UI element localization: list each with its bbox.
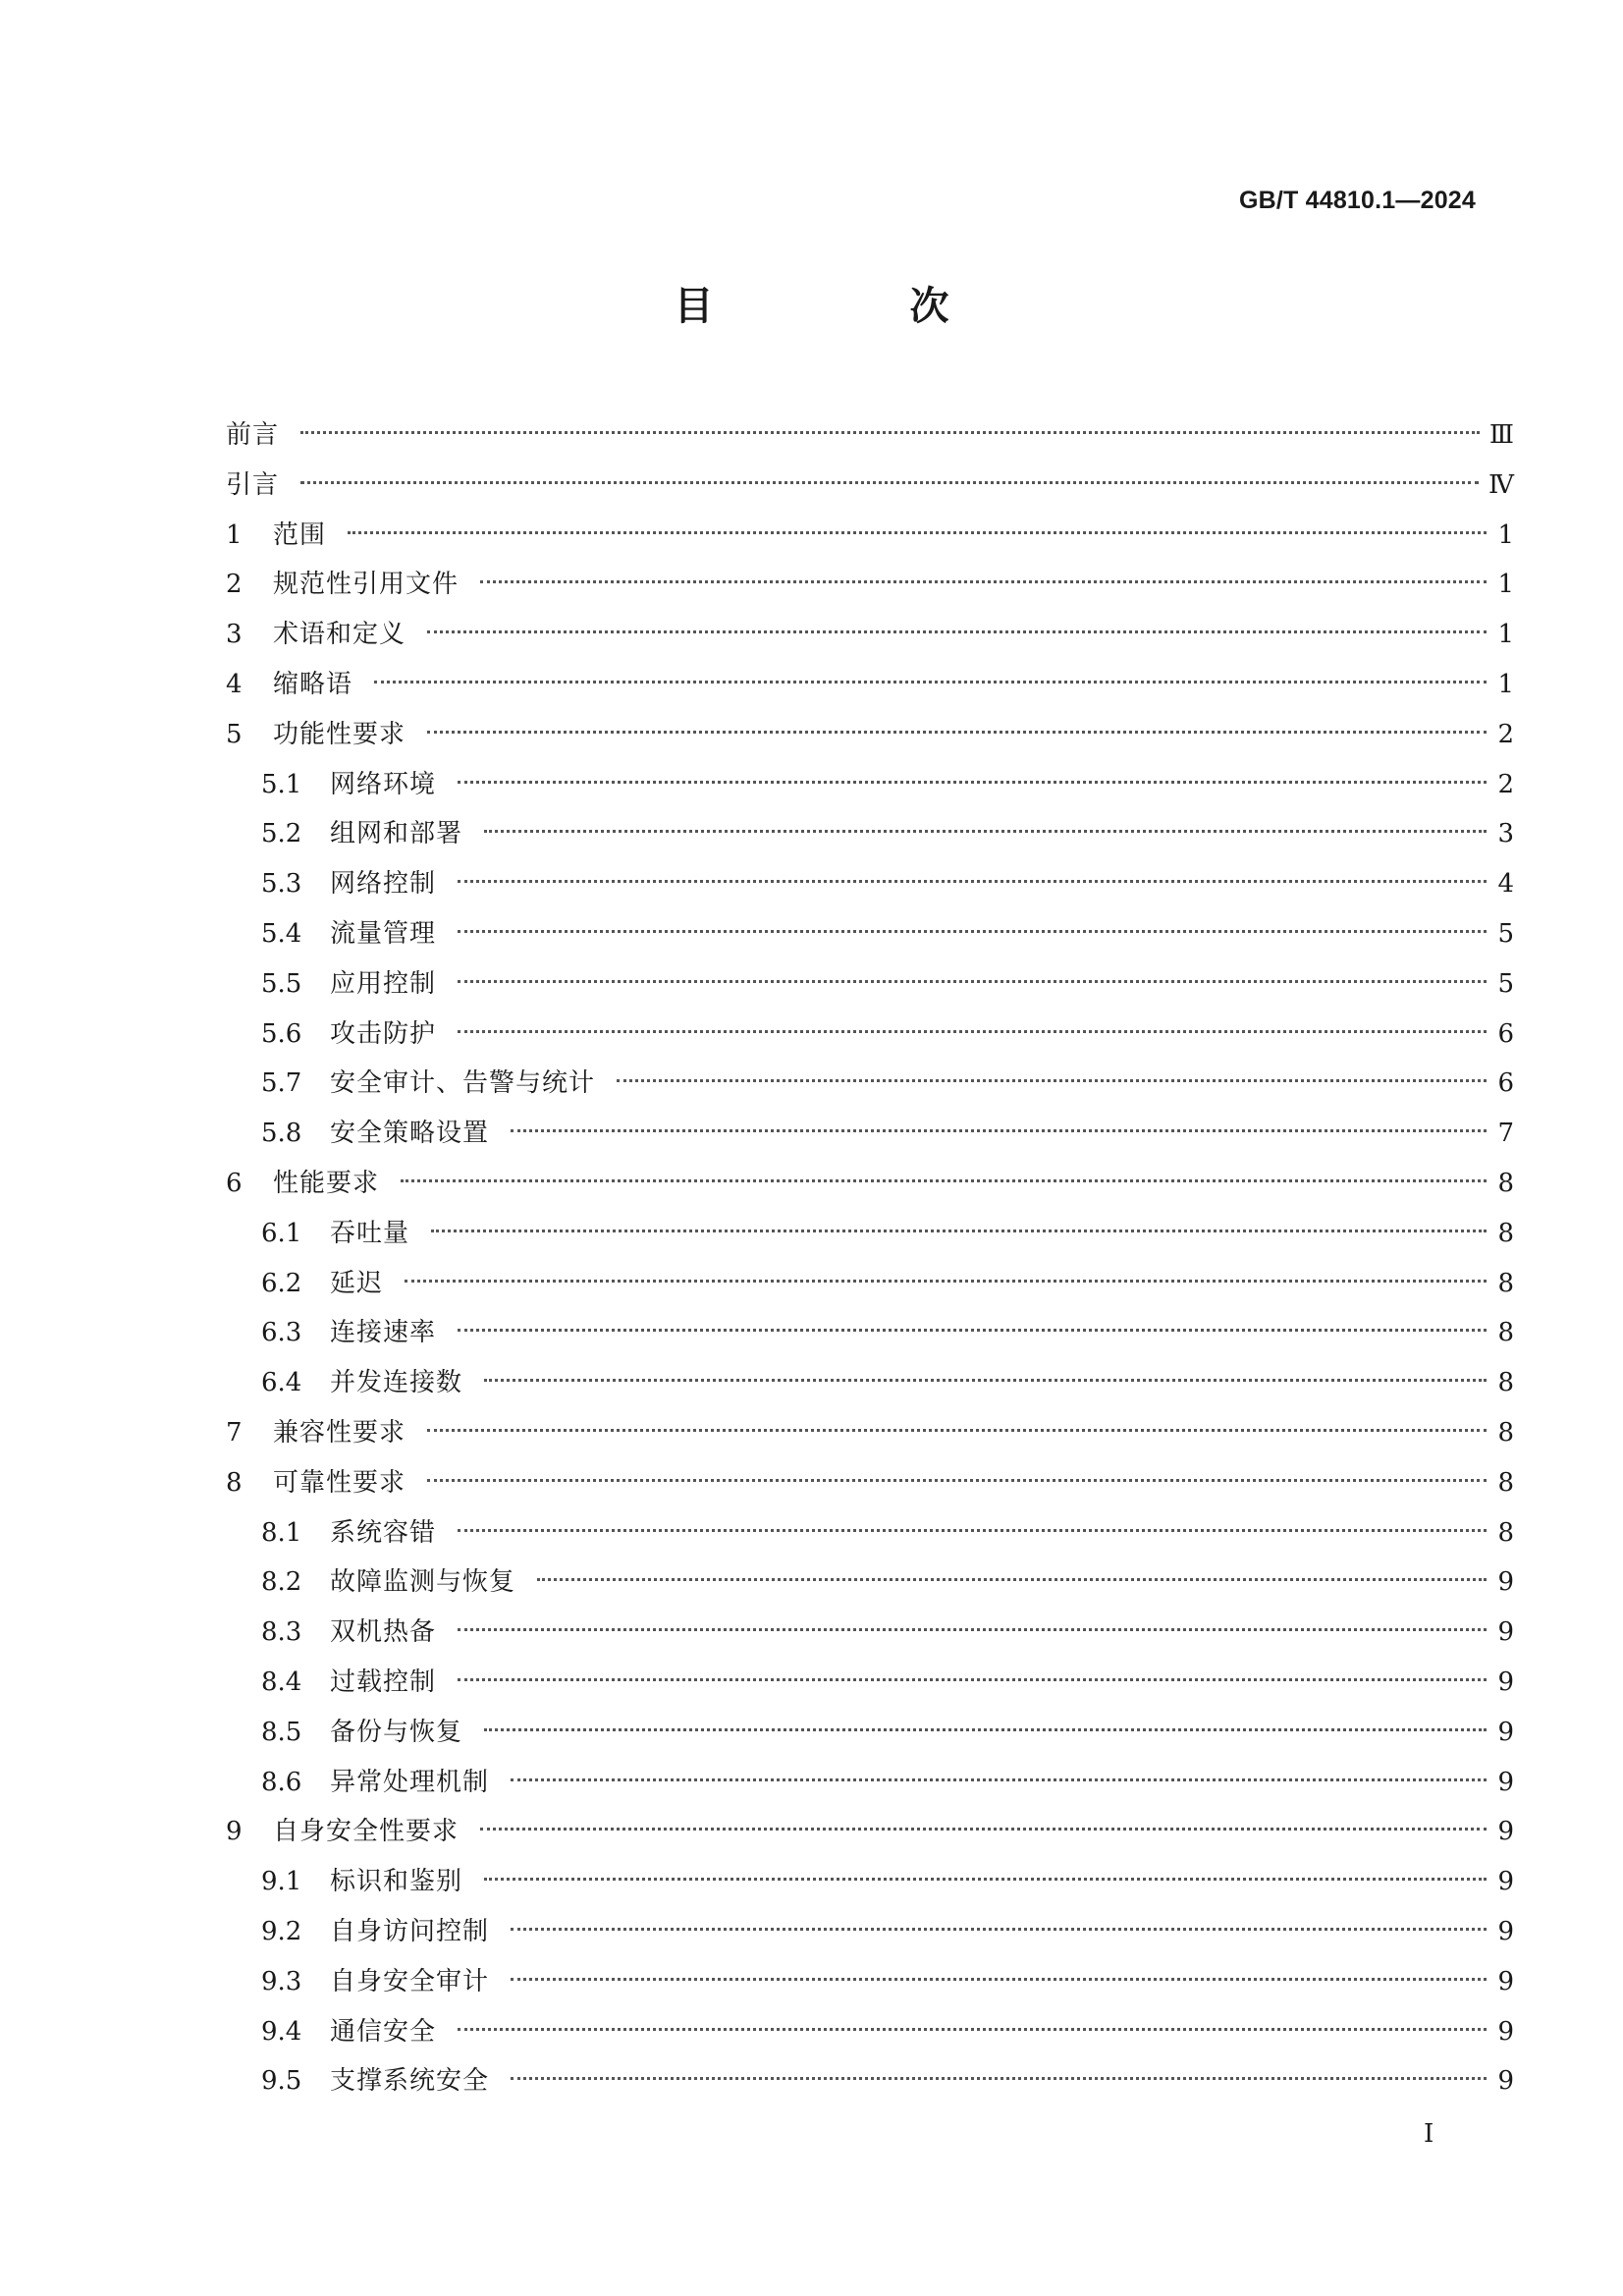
toc-entry-number: 6.1 [261, 1218, 302, 1248]
toc-entry-number: 5.8 [261, 1119, 302, 1149]
dot-leader [484, 1379, 1487, 1382]
toc-entry-page: 8 [1497, 1268, 1514, 1298]
dot-leader [484, 830, 1487, 833]
toc-entry-page: 3 [1497, 819, 1514, 849]
toc-entry-page: 9 [1497, 1867, 1514, 1897]
toc-entry-number: 1 [226, 519, 243, 550]
page-number: I [1424, 2119, 1434, 2149]
toc-entry-number: 9.1 [261, 1867, 302, 1897]
toc-entry-number: 5.3 [261, 869, 302, 900]
dot-leader [458, 1529, 1487, 1532]
toc-entry-number: 5.4 [261, 918, 302, 949]
toc-entry-title: 并发连接数 [330, 1368, 463, 1398]
toc-entry[interactable] [226, 760, 1514, 810]
toc-entry-number: 5.2 [261, 819, 302, 849]
dot-leader [617, 1079, 1487, 1082]
toc-entry[interactable] [226, 1658, 1514, 1708]
toc-entry-page: 9 [1497, 2066, 1514, 2097]
dot-leader [348, 531, 1487, 534]
toc-entry[interactable] [226, 1059, 1514, 1109]
toc-entry[interactable] [226, 511, 1514, 561]
toc-entry-number: 9.5 [261, 2066, 302, 2097]
toc-entry-number: 3 [226, 620, 243, 650]
toc-entry-number: 7 [226, 1417, 243, 1448]
toc-entry[interactable] [226, 710, 1514, 760]
dot-leader [480, 580, 1487, 583]
toc-entry[interactable] [226, 1807, 1514, 1857]
toc-entry-title: 术语和定义 [273, 620, 406, 650]
toc-entry-number: 5.5 [261, 968, 302, 999]
table-of-contents [226, 410, 1514, 2106]
toc-entry-number: 2 [226, 570, 243, 600]
toc-entry[interactable] [226, 1758, 1514, 1808]
toc-entry-title: 延迟 [330, 1268, 384, 1298]
toc-entry-page: 9 [1497, 1667, 1514, 1697]
toc-entry[interactable] [226, 1209, 1514, 1259]
toc-entry-number: 9.3 [261, 1966, 302, 1996]
toc-entry-number: 5.7 [261, 1068, 302, 1099]
toc-entry[interactable] [226, 1608, 1514, 1658]
dot-leader [458, 930, 1487, 933]
toc-entry[interactable] [226, 1358, 1514, 1408]
toc-entry-page: 1 [1497, 570, 1514, 600]
toc-entry-title: 前言 [226, 420, 280, 450]
toc-entry-page: 1 [1497, 669, 1514, 699]
toc-entry[interactable] [226, 610, 1514, 660]
toc-entry[interactable] [226, 1508, 1514, 1558]
toc-entry-page: 6 [1497, 1068, 1514, 1099]
toc-entry-number: 6.3 [261, 1318, 302, 1348]
toc-entry-title: 功能性要求 [273, 719, 406, 749]
toc-entry-title: 通信安全 [330, 2016, 437, 2047]
toc-entry[interactable] [226, 560, 1514, 610]
toc-entry-title: 自身安全审计 [330, 1966, 490, 1996]
dot-leader [427, 1479, 1487, 1482]
toc-entry-number: 5 [226, 719, 243, 749]
toc-entry-number: 9.4 [261, 2016, 302, 2047]
dot-leader [480, 1828, 1487, 1831]
toc-entry-title: 流量管理 [330, 918, 437, 949]
toc-entry-title: 范围 [273, 519, 327, 550]
toc-entry-title: 安全审计、告警与统计 [330, 1068, 596, 1099]
toc-entry-number: 8 [226, 1467, 243, 1498]
toc-entry-number: 8.6 [261, 1767, 302, 1797]
toc-entry-number: 9 [226, 1817, 243, 1847]
toc-entry[interactable] [226, 461, 1514, 511]
dot-leader [458, 781, 1487, 784]
dot-leader [458, 1678, 1487, 1681]
toc-entry-title: 应用控制 [330, 968, 437, 999]
toc-entry-page: 8 [1497, 1368, 1514, 1398]
dot-leader [405, 1280, 1487, 1283]
dot-leader [458, 880, 1487, 883]
dot-leader [458, 1030, 1487, 1033]
toc-entry-page: 9 [1497, 1817, 1514, 1847]
toc-entry-page: 5 [1497, 918, 1514, 949]
toc-entry-title: 异常处理机制 [330, 1767, 490, 1797]
toc-entry-page: 5 [1497, 968, 1514, 999]
toc-entry-page: 9 [1497, 1916, 1514, 1946]
toc-entry-page: 8 [1497, 1417, 1514, 1448]
toc-entry[interactable] [226, 809, 1514, 859]
dot-leader [484, 1728, 1487, 1731]
toc-entry-number: 8.2 [261, 1567, 302, 1598]
toc-entry-page: 9 [1497, 1767, 1514, 1797]
toc-entry[interactable] [226, 2007, 1514, 2057]
toc-entry-number: 5.6 [261, 1018, 302, 1049]
toc-entry-title: 网络环境 [330, 769, 437, 799]
toc-entry-page: 1 [1497, 620, 1514, 650]
dot-leader [511, 1928, 1487, 1931]
toc-entry-title: 系统容错 [330, 1517, 437, 1548]
toc-entry-page: 8 [1497, 1318, 1514, 1348]
toc-entry-number: 6.2 [261, 1268, 302, 1298]
toc-entry-title: 攻击防护 [330, 1018, 437, 1049]
toc-entry[interactable] [226, 1259, 1514, 1309]
toc-entry-page: 8 [1497, 1218, 1514, 1248]
toc-entry[interactable] [226, 1010, 1514, 1060]
dot-leader [484, 1878, 1487, 1881]
toc-entry-number: 9.2 [261, 1916, 302, 1946]
toc-entry-title: 连接速率 [330, 1318, 437, 1348]
toc-entry-number: 5.1 [261, 769, 302, 799]
toc-entry-number: 6 [226, 1168, 243, 1198]
toc-entry-title: 网络控制 [330, 869, 437, 900]
toc-entry[interactable] [226, 909, 1514, 959]
toc-entry-title: 兼容性要求 [273, 1417, 406, 1448]
toc-entry-number: 4 [226, 669, 243, 699]
dot-leader [511, 1978, 1487, 1981]
toc-entry-title: 组网和部署 [330, 819, 463, 849]
dot-leader [427, 1429, 1487, 1432]
toc-entry[interactable] [226, 1458, 1514, 1508]
toc-entry-title: 标识和鉴别 [330, 1867, 463, 1897]
toc-entry-number: 8.5 [261, 1717, 302, 1747]
dot-leader [458, 2028, 1487, 2031]
toc-entry-number: 8.1 [261, 1517, 302, 1548]
toc-entry-page: 8 [1497, 1517, 1514, 1548]
toc-entry-title: 吞吐量 [330, 1218, 410, 1248]
dot-leader [300, 481, 1479, 484]
toc-entry-title: 自身安全性要求 [273, 1817, 460, 1847]
toc-entry-page: 2 [1497, 719, 1514, 749]
toc-entry-page: 8 [1497, 1467, 1514, 1498]
toc-entry[interactable] [226, 660, 1514, 710]
toc-entry-page: 2 [1497, 769, 1514, 799]
dot-leader [374, 681, 1487, 683]
toc-entry-number: 8.3 [261, 1617, 302, 1648]
dot-leader [401, 1179, 1487, 1182]
toc-entry-page: Ⅳ [1488, 469, 1514, 500]
toc-entry-title: 缩略语 [273, 669, 353, 699]
toc-entry-page: 9 [1497, 1567, 1514, 1598]
toc-entry[interactable] [226, 959, 1514, 1010]
dot-leader [431, 1230, 1487, 1232]
toc-entry-page: 9 [1497, 1966, 1514, 1996]
toc-entry-title: 过载控制 [330, 1667, 437, 1697]
toc-entry-title: 引言 [226, 469, 280, 500]
toc-entry[interactable] [226, 1159, 1514, 1209]
toc-entry-title: 备份与恢复 [330, 1717, 463, 1747]
toc-entry-page: 9 [1497, 1717, 1514, 1747]
dot-leader [511, 1778, 1487, 1781]
toc-entry-title: 可靠性要求 [273, 1467, 406, 1498]
toc-entry[interactable] [226, 1857, 1514, 1907]
toc-entry-page: 4 [1497, 869, 1514, 900]
toc-entry-page: Ⅲ [1488, 420, 1514, 450]
toc-entry[interactable] [226, 1957, 1514, 2007]
toc-entry-title: 故障监测与恢复 [330, 1567, 516, 1598]
toc-entry[interactable] [226, 410, 1514, 461]
dot-leader [511, 1129, 1487, 1132]
dot-leader [458, 1628, 1487, 1631]
toc-entry-title: 安全策略设置 [330, 1119, 490, 1149]
toc-entry[interactable] [226, 1558, 1514, 1608]
toc-entry-page: 1 [1497, 519, 1514, 550]
dot-leader [427, 630, 1487, 633]
toc-entry-title: 双机热备 [330, 1617, 437, 1648]
toc-entry[interactable] [226, 1907, 1514, 1957]
toc-entry-title: 性能要求 [273, 1168, 380, 1198]
dot-leader [511, 2077, 1487, 2080]
toc-entry-title: 规范性引用文件 [273, 570, 460, 600]
toc-entry[interactable] [226, 1308, 1514, 1358]
dot-leader [300, 431, 1480, 434]
toc-entry-number: 8.4 [261, 1667, 302, 1697]
dot-leader [458, 1329, 1487, 1332]
standard-code: GB/T 44810.1—2024 [1238, 187, 1476, 214]
toc-entry-page: 7 [1497, 1119, 1514, 1149]
dot-leader [537, 1578, 1487, 1581]
toc-entry[interactable] [226, 1708, 1514, 1758]
toc-entry-page: 9 [1497, 2016, 1514, 2047]
toc-entry-title: 自身访问控制 [330, 1916, 490, 1946]
toc-entry-page: 8 [1497, 1168, 1514, 1198]
dot-leader [458, 980, 1487, 983]
page-title: 目 次 [674, 284, 1028, 329]
toc-entry-number: 6.4 [261, 1368, 302, 1398]
toc-entry[interactable] [226, 1408, 1514, 1458]
toc-entry-title: 支撑系统安全 [330, 2066, 490, 2097]
toc-entry[interactable] [226, 859, 1514, 909]
dot-leader [427, 731, 1487, 734]
toc-entry-page: 6 [1497, 1018, 1514, 1049]
toc-entry[interactable] [226, 1109, 1514, 1159]
toc-entry-page: 9 [1497, 1617, 1514, 1648]
toc-entry[interactable] [226, 2056, 1514, 2106]
